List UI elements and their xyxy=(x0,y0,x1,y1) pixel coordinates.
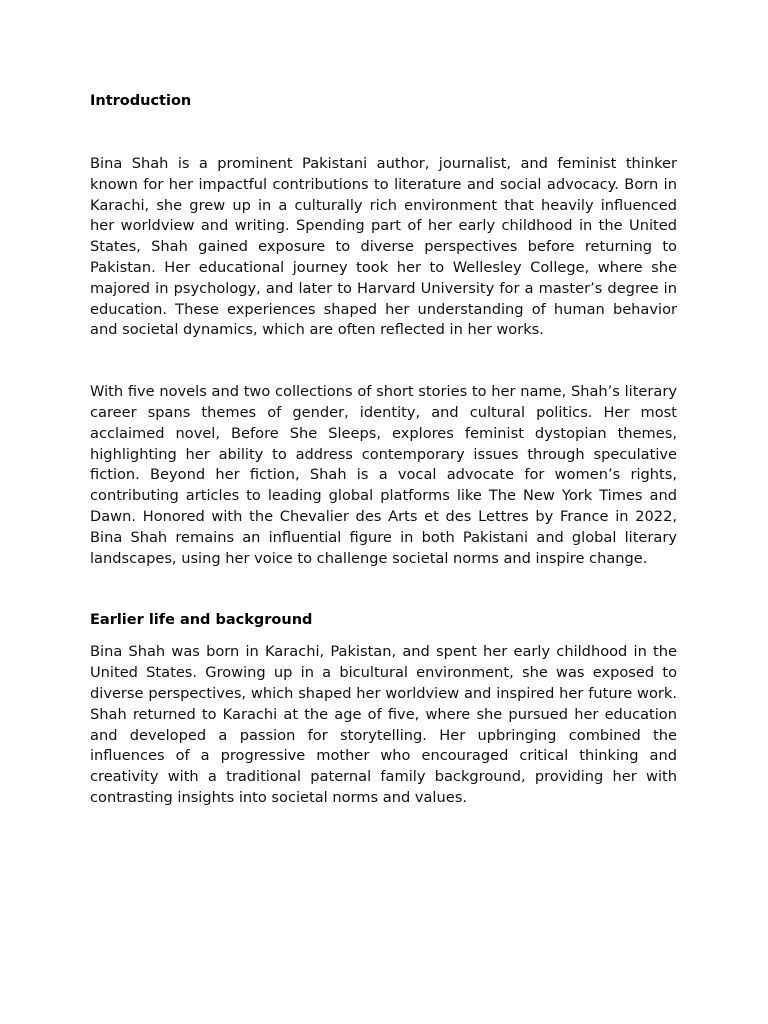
paragraph-introduction-2: With five novels and two collections of short stories to her name, Shah’s literary career spans themes of gender, identity, and cultural politics. Her most acclaimed novel, Before She Sleeps, explores feminist dystopian themes, highlighting her ability to address contemporary issues through speculative fiction. Beyond her fiction, Shah is a vocal advocate for women’s rights, contributing articles to leading global platforms like The New York Times and Dawn. Honored with the Chevalier des Arts et des Lettres by France in 2022, Bina Shah remains an influential figure in both Pakistani and global literary landscapes, using her voice to challenge societal norms and inspire change. xyxy=(90,383,677,567)
document-body xyxy=(90,91,677,809)
paragraph-earlier-life-1: Bina Shah was born in Karachi, Pakistan, and spent her early childhood in the United States. Growing up in a bicultural environment, she was exposed to diverse perspectives, which shaped her worldview and inspired her future work. Shah returned to Karachi at the age of five, where she pursued her education and developed a passion for storytelling. Her upbringing combined the influences of a progressive mother who encouraged critical thinking and creativity with a traditional paternal family background, providing her with contrasting insights into societal norms and values. xyxy=(90,643,677,806)
section-heading-introduction: Introduction xyxy=(90,93,192,109)
section-heading-earlier-life: Earlier life and background xyxy=(90,612,313,629)
paragraph-introduction-1: Bina Shah is a prominent Pakistani author, journalist, and feminist thinker known for her impactful contributions to literature and social advocacy. Born in Karachi, she grew up in a culturally rich environment that heavily influenced her worldview and writing. Spending part of her early childhood in the United States, Shah gained exposure to diverse perspectives before returning to Pakistan. Her educational journey took her to Wellesley College, where she majored in psychology, and later to Harvard University for a master’s degree in education. These experiences shaped her understanding of human behavior and societal dynamics, which are often reflected in her works. xyxy=(90,155,677,339)
